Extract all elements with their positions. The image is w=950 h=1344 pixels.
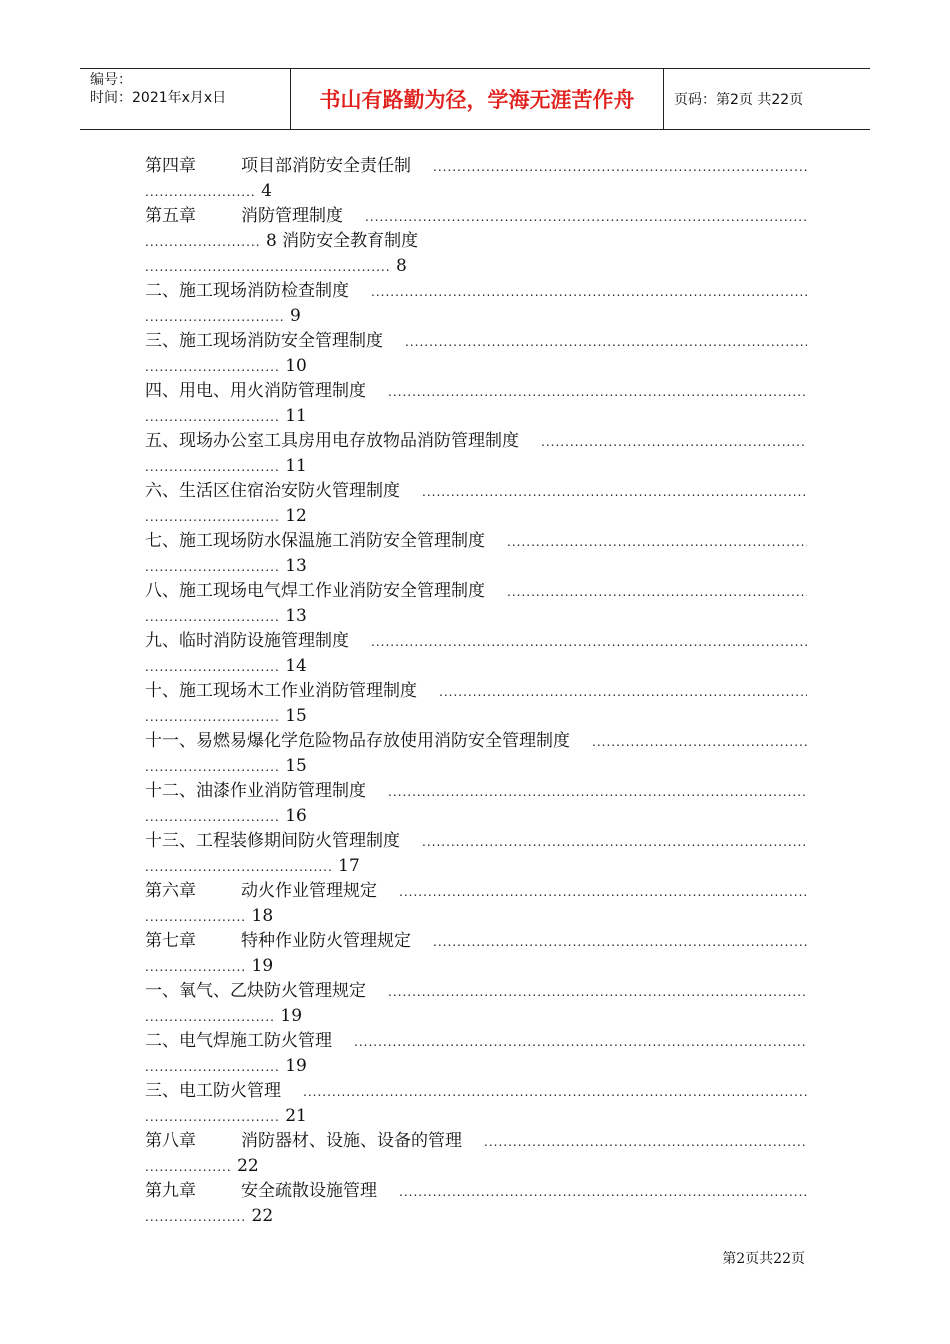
toc-entry[interactable] <box>145 1129 807 1179</box>
toc-title-text: 九、临时消防设施管理制度 <box>145 631 349 651</box>
toc-entry-title <box>145 929 411 954</box>
toc-leader-dots-continued: ..................... <box>145 960 247 974</box>
header-page-label: 页码：第2页 共22页 <box>674 92 804 108</box>
toc-leader-dots <box>303 1080 807 1104</box>
toc-entry-page-line <box>145 504 807 529</box>
toc-entry-heading <box>145 529 807 554</box>
toc-leader-dots <box>399 1180 807 1204</box>
toc-leader-dots-continued: ............................ <box>145 360 280 374</box>
toc-entry-heading <box>145 879 807 904</box>
toc-entry-title <box>145 679 417 704</box>
toc-title-text: 十二、油漆作业消防管理制度 <box>145 781 366 801</box>
toc-chapter-number: 第八章 <box>145 1131 196 1151</box>
toc-entry-page-line <box>145 804 807 829</box>
toc-leader-dots <box>507 580 807 604</box>
toc-page-number: 19 <box>285 1056 307 1076</box>
toc-title-text: 二、施工现场消防检查制度 <box>145 281 349 301</box>
toc-leader-dots-continued: ........................... <box>145 1010 275 1024</box>
toc-title-text: 四、用电、用火消防管理制度 <box>145 381 366 401</box>
toc-leader-dots-continued: ............................ <box>145 410 280 424</box>
toc-entry-page-line <box>145 354 807 379</box>
toc-entry[interactable] <box>145 679 807 729</box>
toc-leader-dots <box>354 1030 807 1054</box>
toc-entry-page-line <box>145 554 807 579</box>
toc-chapter-number: 第六章 <box>145 881 196 901</box>
toc-entry-heading <box>145 629 807 654</box>
toc-leader-dots-continued: ..................... <box>145 1210 247 1224</box>
toc-entry-page-line <box>145 1204 807 1229</box>
toc-title-text: 六、生活区住宿治安防火管理制度 <box>145 481 400 501</box>
toc-page-number: 10 <box>285 356 307 376</box>
toc-entry-page-line <box>145 754 807 779</box>
toc-leader-dots <box>507 530 807 554</box>
toc-chapter-number: 第九章 <box>145 1181 196 1201</box>
toc-title-text: 十三、工程装修期间防火管理制度 <box>145 831 400 851</box>
toc-entry-page-line <box>145 704 807 729</box>
toc-page-number: 16 <box>285 806 307 826</box>
toc-entry-title <box>145 529 485 554</box>
toc-leader-dots <box>371 280 807 304</box>
toc-entry-title <box>145 629 349 654</box>
toc-title-text: 项目部消防安全责任制 <box>241 156 411 176</box>
toc-entry-title <box>145 979 366 1004</box>
toc-entry[interactable] <box>145 929 807 979</box>
doc-time-label: 时间：2021年x月x日 <box>90 90 227 106</box>
toc-entry-page-line <box>145 229 807 254</box>
toc-page-number: 4 <box>261 181 272 201</box>
toc-entry-heading <box>145 679 807 704</box>
toc-entry-page-line <box>145 179 807 204</box>
toc-entry-title <box>145 879 377 904</box>
toc-chapter-number: 第五章 <box>145 206 196 226</box>
header-motto: 书山有路勤为径，学海无涯苦作舟 <box>291 69 664 129</box>
toc-page-number: 14 <box>285 656 307 676</box>
toc-entry-title <box>145 429 519 454</box>
toc-entry-title <box>145 779 366 804</box>
toc-page-number: 12 <box>285 506 307 526</box>
toc-leader-dots-continued: ..................... <box>145 910 247 924</box>
toc-leader-dots <box>371 630 807 654</box>
table-of-contents <box>145 154 807 1229</box>
toc-entry-title <box>145 1179 377 1204</box>
toc-entry[interactable] <box>145 204 807 254</box>
toc-title-text: 八、施工现场电气焊工作业消防安全管理制度 <box>145 581 485 601</box>
toc-entry-heading <box>145 929 807 954</box>
toc-leader-dots-continued: ............................ <box>145 810 280 824</box>
toc-leader-dots-continued: ................................................... <box>145 260 391 274</box>
toc-leader-dots <box>422 480 807 504</box>
toc-page-number: 8 消防安全教育制度 <box>265 231 419 251</box>
doc-code-label: 编号： <box>90 72 132 88</box>
toc-page-number: 11 <box>285 406 307 426</box>
toc-entry[interactable] <box>145 379 807 429</box>
toc-entry[interactable] <box>145 1029 807 1079</box>
toc-leader-dots <box>439 680 807 704</box>
toc-title-text: 三、施工现场消防安全管理制度 <box>145 331 383 351</box>
toc-page-number: 17 <box>338 856 360 876</box>
toc-entry-heading <box>145 204 807 229</box>
toc-entry[interactable] <box>145 154 807 204</box>
toc-entry-title <box>145 329 383 354</box>
toc-leader-dots-continued: ............................ <box>145 560 280 574</box>
toc-entry[interactable] <box>145 279 807 329</box>
toc-title-text: 二、电气焊施工防火管理 <box>145 1031 332 1051</box>
toc-title-text: 特种作业防火管理规定 <box>241 931 411 951</box>
toc-leader-dots-continued: ............................ <box>145 460 280 474</box>
toc-leader-dots <box>433 155 807 179</box>
toc-entry-heading <box>145 429 807 454</box>
toc-entry-page-line <box>145 954 807 979</box>
toc-entry-page-line <box>145 1104 807 1129</box>
toc-entry-heading <box>145 1179 807 1204</box>
toc-leader-dots-continued: ............................. <box>145 310 285 324</box>
toc-page-number: 18 <box>251 906 274 926</box>
toc-leader-dots-continued: .................. <box>145 1160 232 1174</box>
toc-chapter-number: 第四章 <box>145 156 196 176</box>
toc-entry-title <box>145 579 485 604</box>
toc-title-text: 十一、易燃易爆化学危险物品存放使用消防安全管理制度 <box>145 731 570 751</box>
toc-leader-dots-continued: ............................ <box>145 610 280 624</box>
toc-entry[interactable] <box>145 479 807 529</box>
toc-entry-title <box>145 729 570 754</box>
toc-page-number: 13 <box>285 606 307 626</box>
toc-page-number: 21 <box>285 1106 307 1126</box>
toc-leader-dots <box>422 830 807 854</box>
toc-entry[interactable] <box>145 529 807 579</box>
toc-entry-page-line <box>145 404 807 429</box>
toc-entry-page-line <box>145 654 807 679</box>
toc-entry[interactable] <box>145 629 807 679</box>
toc-leader-dots <box>365 205 807 229</box>
toc-entry[interactable] <box>145 1079 807 1129</box>
toc-entry-heading <box>145 979 807 1004</box>
toc-page-number: 13 <box>285 556 307 576</box>
toc-title-text: 一、氧气、乙炔防火管理规定 <box>145 981 366 1001</box>
toc-page-number: 11 <box>285 456 307 476</box>
toc-entry-title <box>145 1029 332 1054</box>
toc-entry-title <box>145 1079 281 1104</box>
toc-entry-title <box>145 829 400 854</box>
toc-title-text: 七、施工现场防水保温施工消防安全管理制度 <box>145 531 485 551</box>
toc-entry-title <box>145 279 349 304</box>
toc-entry[interactable] <box>145 879 807 929</box>
toc-entry-heading <box>145 1029 807 1054</box>
toc-title-text: 消防器材、设施、设备的管理 <box>241 1131 462 1151</box>
toc-entry-page-line <box>145 604 807 629</box>
toc-entry[interactable] <box>145 829 807 879</box>
page-header <box>80 68 870 130</box>
toc-entry-heading <box>145 729 807 754</box>
toc-leader-dots <box>388 980 807 1004</box>
toc-leader-dots <box>399 880 807 904</box>
toc-page-number: 22 <box>251 1206 274 1226</box>
toc-entry-title <box>145 379 366 404</box>
toc-entry-heading <box>145 379 807 404</box>
toc-leader-dots <box>405 330 807 354</box>
toc-leader-dots <box>541 430 807 454</box>
toc-page-number: 8 <box>395 256 407 276</box>
toc-leader-dots-continued: ............................ <box>145 660 280 674</box>
toc-leader-dots <box>433 930 807 954</box>
toc-entry[interactable] <box>145 779 807 829</box>
toc-entry-page-line <box>145 304 807 329</box>
toc-leader-dots-continued: ........................ <box>145 235 261 249</box>
toc-page-number: 19 <box>280 1006 303 1026</box>
toc-entry-page-line <box>145 904 807 929</box>
toc-entry-heading <box>145 1079 807 1104</box>
toc-leader-dots-continued: ............................ <box>145 760 280 774</box>
toc-leader-dots <box>592 730 807 754</box>
toc-entry-page-line <box>145 1054 807 1079</box>
toc-page-number: 15 <box>285 706 307 726</box>
toc-entry-heading <box>145 329 807 354</box>
toc-leader-dots-continued: ............................ <box>145 510 280 524</box>
toc-entry-heading <box>145 579 807 604</box>
toc-entry-heading <box>145 279 807 304</box>
toc-entry-heading <box>145 154 807 179</box>
toc-leader-dots <box>388 780 807 804</box>
toc-leader-dots <box>484 1130 807 1154</box>
page-footer: 第2页共22页 <box>722 1251 805 1267</box>
toc-entry-heading <box>145 479 807 504</box>
toc-title-text: 安全疏散设施管理 <box>241 1181 377 1201</box>
toc-entry[interactable] <box>145 1179 807 1229</box>
toc-title-text: 五、现场办公室工具房用电存放物品消防管理制度 <box>145 431 519 451</box>
header-meta <box>80 69 291 129</box>
toc-entry-heading <box>145 779 807 804</box>
toc-leader-dots-continued: ....................... <box>145 185 256 199</box>
toc-leader-dots <box>388 380 807 404</box>
toc-title-text: 十、施工现场木工作业消防管理制度 <box>145 681 417 701</box>
toc-page-number: 15 <box>285 756 307 776</box>
toc-entry-title <box>145 479 400 504</box>
toc-chapter-number: 第七章 <box>145 931 196 951</box>
toc-entry[interactable] <box>145 329 807 379</box>
toc-entry-title <box>145 1129 462 1154</box>
toc-entry-title <box>145 154 411 179</box>
toc-page-number: 19 <box>251 956 274 976</box>
toc-entry-page-line <box>145 454 807 479</box>
toc-entry-heading <box>145 1129 807 1154</box>
toc-entry[interactable] <box>145 579 807 629</box>
toc-entry-title <box>145 204 343 229</box>
toc-title-text: 动火作业管理规定 <box>241 881 377 901</box>
toc-title-text: 三、电工防火管理 <box>145 1081 281 1101</box>
toc-entry-page-line <box>145 254 807 279</box>
toc-entry[interactable] <box>145 429 807 479</box>
toc-entry[interactable] <box>145 254 807 279</box>
toc-entry-page-line <box>145 854 807 879</box>
toc-entry[interactable] <box>145 729 807 779</box>
toc-entry-page-line <box>145 1154 807 1179</box>
toc-entry-heading <box>145 829 807 854</box>
toc-leader-dots-continued: ............................ <box>145 710 280 724</box>
toc-leader-dots-continued: ............................ <box>145 1060 280 1074</box>
toc-leader-dots-continued: ....................................... <box>145 860 333 874</box>
toc-title-text: 消防管理制度 <box>241 206 343 226</box>
toc-page-number: 22 <box>237 1156 259 1176</box>
toc-leader-dots-continued: ............................ <box>145 1110 280 1124</box>
toc-entry[interactable] <box>145 979 807 1029</box>
toc-entry-page-line <box>145 1004 807 1029</box>
toc-page-number: 9 <box>290 306 301 326</box>
